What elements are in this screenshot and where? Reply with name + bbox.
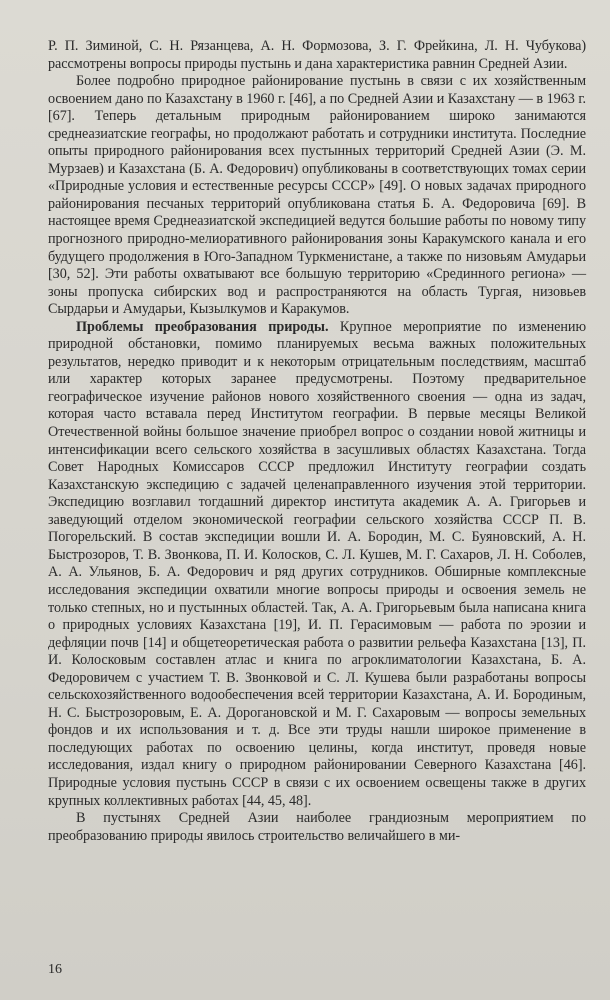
page-text-block	[48, 38, 586, 845]
paragraph-text: В пустынях Средней Азии наиболее грандиозным мероприятием по преобразованию природы явилось строительство величайшего в ми-	[48, 810, 586, 844]
paragraph-central-asia-deserts	[48, 810, 586, 845]
section-heading: Проблемы преобразования природы.	[76, 318, 329, 335]
paragraph-text: Р. П. Зиминой, С. Н. Рязанцева, А. Н. Формозова, З. Г. Фрейкина, Л. Н. Чубукова) рассмотрены вопросы природы пустынь и дана характеристика равнин Средней Азии.	[48, 38, 586, 72]
page-number: 16	[48, 962, 62, 977]
paragraph-natural-zoning	[48, 73, 586, 319]
paragraph-continuation	[48, 38, 586, 73]
paragraph-text: Более подробно природное районирование пустынь в связи с их хозяйственным освоением дано по Казахстану в 1960 г. [46], а по Средней Азии и Казахстану — в 1963 г. [67]. Теперь детальным природным районированием широко занимаются среднеазиатские географы, но продолжают работать и сотрудники института. Последние опыты природного районирования всех пустынных территорий Средней Азии (Э. М. Мурзаев) и Казахстана (Б. А. Федорович) опубликованы в соответствующих томах серии «Природные условия и естественные ресурсы СССР» [49]. О новых задачах природного районирования песчаных территорий опубликована статья Б. А. Федоровича [69]. В настоящее время Среднеазиатской экспедицией ведутся большие работы по новому типу прогнозного природно-мелиоративного районирования зоны Каракумского канала и его будущего продолжения в Юго-Западном Туркменистане, а также по низовьям Амударьи [30, 52]. Эти работы охватывают все большую территорию «Срединного региона» — зоны пропуска сибирских вод и распространяются на область Тургая, низовьев Сырдарьи и Амударьи, Кызылкумов и Каракумов.	[48, 73, 586, 318]
paragraph-nature-transformation	[48, 319, 586, 810]
paragraph-text: Крупное мероприятие по изменению природной обстановки, помимо планируемых весьма важных положительных результатов, нередко приводит и к некоторым отрицательным последствиям, масштаб или характер которых заранее предусмотрены. Поэтому предварительное географическое изучение районов нового хозяйственного своения — одна из задач, которая часто вставала перед Институтом географии. В первые месяцы Великой Отечественной войны большое значение приобрел вопрос о создании новой житницы и интенсификации всего сельского хозяйства в засушливых областях Казахстана. Тогда Совет Народных Комиссаров СССР предложил Институту географии создать Казахстанскую экспедицию с задачей целенаправленного изучения этой территории. Экспедицию возглавил тогдашний директор института академик А. А. Григорьев и заведующий отделом экономической географии сельского хозяйства СССР П. В. Погорельский. В состав экспедиции вошли И. А. Бородин, М. С. Буяновский, А. Н. Быстрозоров, Т. В. Звонкова, П. И. Колосков, С. Л. Кушев, М. Г. Сахаров, Л. Н. Соболев, А. А. Ульянов, Б. А. Федорович и ряд других сотрудников. Обширные комплексные исследования экспедиции охватили многие вопросы природы и освоения земель не только степных, но и пустынных областей. Так, А. А. Григорьевым была написана книга о природных условиях Казахстана [19], И. П. Герасимовым — работа по эрозии и дефляции почв [14] и общетеоретическая работа о развитии рельефа Казахстана [13], П. И. Колосковым составлен атлас и книга по агроклиматологии Казахстана, Б. А. Федоровичем с участием Т. В. Звонковой и С. Л. Кушева были разработаны вопросы сельскохозяйственного водообеспечения всей территории Казахстана, А. И. Бородиным, Н. С. Быстрозоровым, Е. А. Дорогановской и М. Г. Сахаровым — вопросы земельных фондов и их использования и т. д. Все эти труды нашли широкое применение в последующих работах по освоению целины, когда институт, проведя новые исследования, издал книгу о природном районировании Северного Казахстана [46]. Природные условия пустынь СССР в связи с их освоением освещены также в других крупных коллективных работах [44, 45, 48].	[48, 318, 586, 809]
